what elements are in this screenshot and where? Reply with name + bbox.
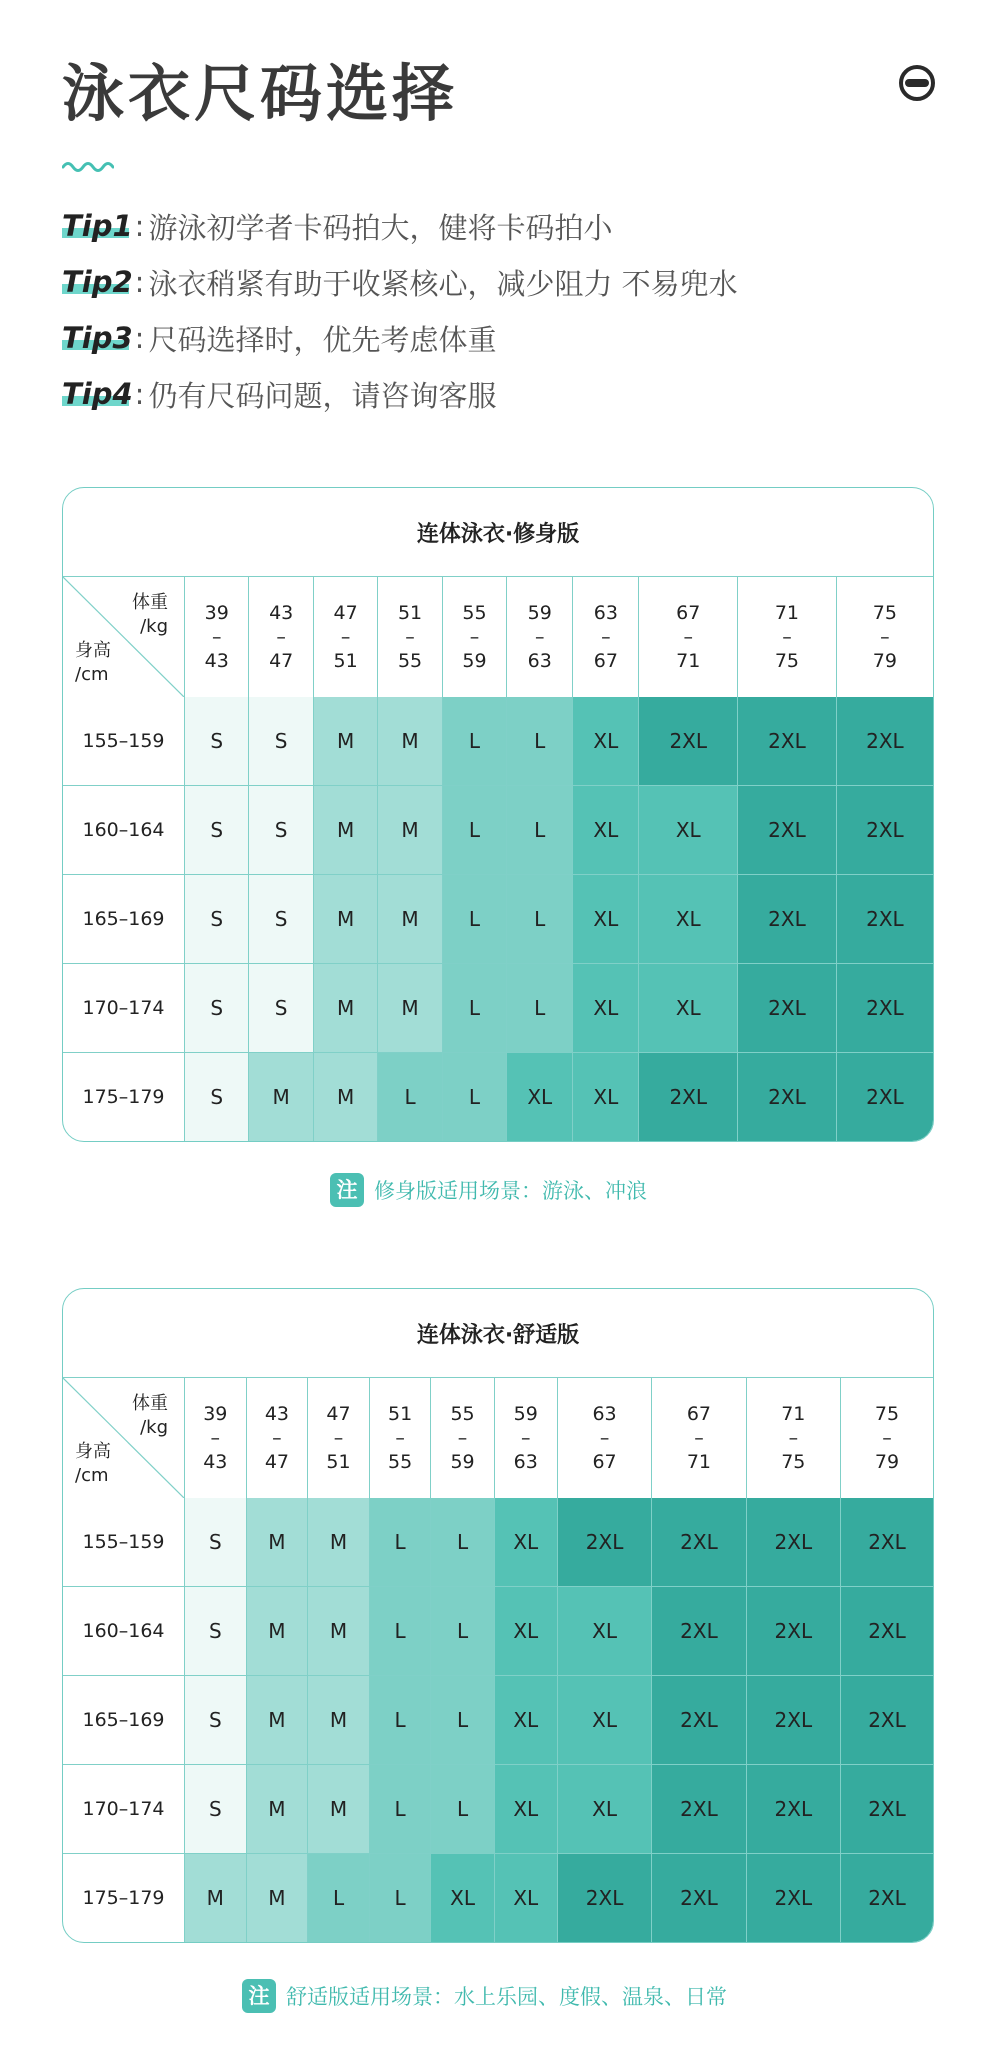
weight-range-from: 43 — [264, 1403, 289, 1425]
table-row — [63, 875, 933, 964]
size-cell: M — [308, 1587, 370, 1676]
table-row — [63, 964, 933, 1053]
weight-range-from: 67 — [686, 1403, 712, 1425]
weight-axis-label — [132, 591, 168, 639]
size-cell: XL — [573, 786, 639, 875]
size-cell: S — [185, 1587, 247, 1676]
size-cell: 2XL — [558, 1498, 652, 1587]
size-cell: M — [247, 1587, 309, 1676]
size-cell: XL — [573, 1053, 639, 1141]
weight-range-to: 71 — [686, 1451, 712, 1473]
size-cell: L — [431, 1676, 494, 1765]
weight-range-from: 43 — [269, 602, 294, 624]
size-cell: M — [314, 697, 378, 786]
size-cell: XL — [495, 1765, 558, 1854]
table-row — [63, 1053, 933, 1141]
size-cell: 2XL — [652, 1854, 746, 1942]
weight-range-to: 71 — [676, 650, 701, 672]
weight-range-cell — [249, 577, 313, 697]
size-cell: 2XL — [837, 786, 933, 875]
size-cell: 2XL — [837, 697, 933, 786]
tips-list — [62, 198, 738, 422]
weight-range-dash: – — [880, 626, 890, 648]
size-cell: XL — [507, 1053, 573, 1141]
size-cell: 2XL — [738, 964, 837, 1053]
tip-separator: : — [134, 321, 145, 355]
height-label: 身高 — [75, 1441, 111, 1462]
size-cell: 2XL — [747, 1587, 841, 1676]
table-note — [242, 1979, 727, 2013]
weight-range-from: 39 — [204, 602, 229, 624]
size-cell: XL — [495, 1854, 558, 1942]
weight-range-from: 71 — [781, 1403, 806, 1425]
size-cell: 2XL — [837, 1053, 933, 1141]
weight-range-cell — [747, 1378, 841, 1498]
weight-unit: /kg — [140, 1417, 168, 1438]
size-cell: 2XL — [837, 964, 933, 1053]
weight-range-to: 63 — [527, 650, 552, 672]
tip-separator: : — [134, 265, 145, 299]
size-cell: XL — [573, 964, 639, 1053]
weight-range-cell — [639, 577, 738, 697]
height-unit: /cm — [75, 1465, 109, 1486]
size-cell: L — [370, 1587, 432, 1676]
size-cell: L — [507, 875, 573, 964]
size-cell: M — [378, 875, 442, 964]
size-cell: 2XL — [639, 1053, 738, 1141]
weight-label: 体重 — [132, 592, 168, 613]
size-cell: L — [443, 697, 507, 786]
height-range-cell: 155–159 — [63, 1498, 185, 1587]
height-range-cell: 165–169 — [63, 1676, 185, 1765]
size-cell: L — [431, 1498, 494, 1587]
table-note — [330, 1173, 647, 1207]
size-cell: 2XL — [639, 697, 738, 786]
weight-range-cell — [738, 577, 837, 697]
weight-range-cell — [308, 1378, 370, 1498]
weight-range-cell — [370, 1378, 432, 1498]
height-range-cell: 170–174 — [63, 1765, 185, 1854]
weight-range-to: 55 — [397, 650, 423, 672]
note-text: 修身版适用场景：游泳、冲浪 — [374, 1179, 647, 1203]
weight-range-from: 51 — [397, 602, 423, 624]
weight-range-cell — [573, 577, 639, 697]
size-cell: 2XL — [558, 1854, 652, 1942]
size-cell: 2XL — [738, 1053, 837, 1141]
weight-range-cell — [507, 577, 573, 697]
size-cell: L — [443, 786, 507, 875]
size-cell: 2XL — [652, 1765, 746, 1854]
size-cell: 2XL — [747, 1854, 841, 1942]
weight-range-dash: – — [534, 626, 545, 648]
size-cell: XL — [573, 697, 639, 786]
size-cell: L — [308, 1854, 370, 1942]
weight-range-cell — [837, 577, 933, 697]
size-cell: L — [507, 786, 573, 875]
tip-text: 尺码选择时，优先考虑体重 — [148, 322, 497, 357]
weight-range-to: 55 — [388, 1451, 413, 1473]
size-cell: 2XL — [652, 1587, 746, 1676]
weight-range-dash: – — [782, 626, 792, 648]
height-range-cell: 175–179 — [63, 1053, 185, 1141]
size-cell: M — [314, 1053, 378, 1141]
height-range-cell: 160–164 — [63, 1587, 185, 1676]
weight-range-dash: – — [333, 1427, 344, 1449]
weight-range-dash: – — [210, 1427, 221, 1449]
weight-range-to: 75 — [774, 650, 800, 672]
size-cell: L — [370, 1676, 432, 1765]
weight-range-dash: – — [882, 1427, 892, 1449]
weight-range-dash: – — [601, 626, 611, 648]
height-axis-label — [75, 639, 111, 687]
weight-range-to: 47 — [269, 650, 294, 672]
size-cell: M — [308, 1676, 370, 1765]
weight-range-from: 63 — [593, 602, 618, 624]
weight-range-to: 67 — [593, 650, 618, 672]
weight-range-cell — [431, 1378, 494, 1498]
weight-range-cell — [314, 577, 378, 697]
size-cell: M — [378, 697, 442, 786]
weight-range-to: 67 — [592, 1451, 617, 1473]
height-range-cell: 175–179 — [63, 1854, 185, 1942]
weight-range-cell — [841, 1378, 933, 1498]
size-cell: XL — [573, 875, 639, 964]
size-cell: L — [507, 964, 573, 1053]
table-row — [63, 697, 933, 786]
tip-label: Tip4 — [62, 377, 133, 411]
weight-header-row — [63, 577, 933, 697]
tip-label: Tip2 — [62, 265, 133, 299]
weight-range-cell — [185, 1378, 247, 1498]
size-cell: 2XL — [747, 1765, 841, 1854]
height-range-cell: 165–169 — [63, 875, 185, 964]
page-title: 泳衣尺码选择 — [62, 57, 459, 130]
size-cell: S — [185, 1053, 249, 1141]
tip-label: Tip1 — [62, 209, 133, 243]
size-cell: XL — [495, 1587, 558, 1676]
weight-header-row — [63, 1378, 933, 1498]
weight-range-from: 75 — [874, 1403, 900, 1425]
weight-range-to: 59 — [462, 650, 487, 672]
height-axis-label — [75, 1440, 111, 1488]
size-cell: 2XL — [841, 1587, 933, 1676]
weight-label: 体重 — [132, 1393, 168, 1414]
size-cell: L — [443, 875, 507, 964]
size-cell: M — [308, 1765, 370, 1854]
weight-range-from: 55 — [462, 602, 487, 624]
size-cell: M — [247, 1765, 309, 1854]
note-badge: 注 — [242, 1979, 276, 2013]
weight-range-from: 71 — [774, 602, 800, 624]
weight-range-to: 51 — [333, 650, 358, 672]
corner-header-cell — [63, 1378, 185, 1498]
size-cell: M — [314, 964, 378, 1053]
weight-axis-label — [132, 1392, 168, 1440]
size-cell: L — [370, 1765, 432, 1854]
height-unit: /cm — [75, 664, 109, 685]
weight-range-from: 75 — [872, 602, 897, 624]
size-cell: L — [443, 1053, 507, 1141]
size-cell: 2XL — [652, 1676, 746, 1765]
weight-range-from: 59 — [527, 602, 552, 624]
weight-range-dash: – — [395, 1427, 405, 1449]
weight-range-dash: – — [521, 1427, 531, 1449]
tip-item — [62, 254, 738, 310]
weight-range-dash: – — [469, 626, 480, 648]
weight-range-to: 43 — [204, 650, 229, 672]
size-cell: 2XL — [738, 875, 837, 964]
size-cell: M — [247, 1676, 309, 1765]
weight-range-cell — [652, 1378, 746, 1498]
slim-fit-size-table — [62, 487, 934, 1142]
size-cell: XL — [431, 1854, 494, 1942]
weight-range-to: 47 — [264, 1451, 289, 1473]
weight-range-dash: – — [788, 1427, 799, 1449]
table-title: 连体泳衣·修身版 — [63, 488, 933, 577]
height-range-cell: 155–159 — [63, 697, 185, 786]
height-range-cell: 160–164 — [63, 786, 185, 875]
weight-range-dash: – — [683, 626, 693, 648]
size-cell: XL — [639, 875, 738, 964]
size-cell: S — [249, 697, 313, 786]
tip-item — [62, 310, 738, 366]
size-cell: S — [185, 1676, 247, 1765]
size-cell: M — [314, 786, 378, 875]
size-cell: S — [185, 875, 249, 964]
weight-range-to: 79 — [874, 1451, 900, 1473]
weight-range-to: 59 — [450, 1451, 475, 1473]
weight-range-dash: – — [211, 626, 222, 648]
size-cell: S — [185, 1765, 247, 1854]
weight-range-from: 51 — [388, 1403, 413, 1425]
size-cell: M — [308, 1498, 370, 1587]
weight-range-to: 79 — [872, 650, 897, 672]
wave-decoration-icon — [62, 158, 114, 174]
size-cell: XL — [558, 1765, 652, 1854]
size-cell: L — [431, 1765, 494, 1854]
size-cell: 2XL — [841, 1854, 933, 1942]
size-cell: L — [443, 964, 507, 1053]
size-cell: XL — [558, 1587, 652, 1676]
size-cell: XL — [639, 964, 738, 1053]
weight-range-dash: – — [276, 626, 286, 648]
size-cell: 2XL — [747, 1676, 841, 1765]
weight-range-from: 59 — [513, 1403, 538, 1425]
tip-separator: : — [134, 377, 145, 411]
weight-range-cell — [247, 1378, 309, 1498]
size-cell: L — [378, 1053, 442, 1141]
weight-range-dash: – — [340, 626, 351, 648]
weight-range-from: 47 — [326, 1403, 351, 1425]
weight-range-to: 63 — [513, 1451, 538, 1473]
tip-text: 泳衣稍紧有助于收紧核心，减少阻力 不易兜水 — [148, 266, 738, 301]
size-cell: M — [378, 964, 442, 1053]
size-cell: L — [370, 1854, 432, 1942]
weight-range-from: 39 — [203, 1403, 228, 1425]
comfort-fit-size-table — [62, 1288, 934, 1943]
weight-range-cell — [185, 577, 249, 697]
size-cell: XL — [495, 1676, 558, 1765]
size-cell: M — [314, 875, 378, 964]
height-range-cell: 170–174 — [63, 964, 185, 1053]
table-row — [63, 786, 933, 875]
size-cell: S — [249, 875, 313, 964]
size-cell: S — [185, 697, 249, 786]
tip-text: 游泳初学者卡码拍大，健将卡码拍小 — [148, 210, 613, 245]
weight-range-cell — [378, 577, 442, 697]
weight-unit: /kg — [140, 616, 168, 637]
weight-range-from: 47 — [333, 602, 358, 624]
size-cell: 2XL — [738, 786, 837, 875]
size-cell: XL — [639, 786, 738, 875]
table-row — [63, 1854, 933, 1942]
size-cell: M — [247, 1854, 309, 1942]
size-cell: M — [185, 1854, 247, 1942]
corner-header-cell — [63, 577, 185, 697]
weight-range-from: 67 — [676, 602, 701, 624]
weight-range-dash: – — [272, 1427, 282, 1449]
table-row — [63, 1587, 933, 1676]
weight-range-dash: – — [599, 1427, 610, 1449]
size-cell: S — [185, 964, 249, 1053]
size-cell: 2XL — [747, 1498, 841, 1587]
size-cell: 2XL — [738, 697, 837, 786]
weight-range-to: 43 — [203, 1451, 228, 1473]
size-cell: L — [507, 697, 573, 786]
weight-range-from: 55 — [450, 1403, 475, 1425]
table-row — [63, 1765, 933, 1854]
weight-range-cell — [443, 577, 507, 697]
weight-range-to: 75 — [781, 1451, 806, 1473]
weight-range-cell — [495, 1378, 558, 1498]
tip-separator: : — [134, 209, 145, 243]
size-cell: S — [185, 1498, 247, 1587]
tip-item — [62, 366, 738, 422]
table-row — [63, 1676, 933, 1765]
size-cell: XL — [495, 1498, 558, 1587]
size-cell: 2XL — [652, 1498, 746, 1587]
note-text: 舒适版适用场景：水上乐园、度假、温泉、日常 — [286, 1985, 727, 2009]
weight-range-from: 63 — [592, 1403, 617, 1425]
note-badge: 注 — [330, 1173, 364, 1207]
size-cell: 2XL — [841, 1765, 933, 1854]
size-cell: L — [370, 1498, 432, 1587]
size-cell: S — [185, 786, 249, 875]
size-cell: M — [249, 1053, 313, 1141]
weight-range-dash: – — [405, 626, 415, 648]
size-cell: XL — [558, 1676, 652, 1765]
tip-item — [62, 198, 738, 254]
table-title: 连体泳衣·舒适版 — [63, 1289, 933, 1378]
weight-range-to: 51 — [326, 1451, 351, 1473]
tip-text: 仍有尺码问题，请咨询客服 — [148, 378, 497, 413]
size-cell: S — [249, 964, 313, 1053]
size-cell: 2XL — [841, 1676, 933, 1765]
size-cell: M — [247, 1498, 309, 1587]
tip-label: Tip3 — [62, 321, 133, 355]
weight-range-dash: – — [457, 1427, 468, 1449]
weight-range-cell — [558, 1378, 652, 1498]
table-row — [63, 1498, 933, 1587]
brand-logo-icon — [898, 64, 936, 102]
size-cell: L — [431, 1587, 494, 1676]
size-cell: M — [378, 786, 442, 875]
size-cell: S — [249, 786, 313, 875]
height-label: 身高 — [75, 640, 111, 661]
weight-range-dash: – — [694, 1427, 704, 1449]
size-cell: 2XL — [841, 1498, 933, 1587]
size-cell: 2XL — [837, 875, 933, 964]
